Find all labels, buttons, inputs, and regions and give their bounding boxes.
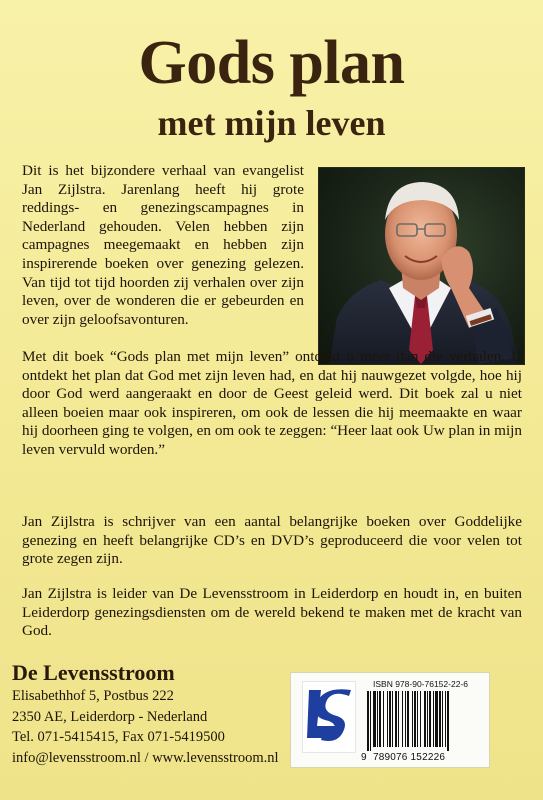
ean-digits: 789076 152226 bbox=[373, 752, 446, 763]
author-bio-paragraph: Jan Zijlstra is schrijver van een aantal belangrijke boeken over Goddelijke genezing en heeft belangrijke CD’s en DVD’s geproduceerd die voor velen tot grote zegen zijn. bbox=[22, 513, 522, 568]
publisher-address-line-1: Elisabethhof 5, Postbus 222 bbox=[12, 688, 174, 704]
barcode-bar bbox=[370, 691, 371, 751]
barcode-bar bbox=[414, 691, 416, 747]
barcode-bar bbox=[427, 691, 428, 747]
barcode-bar bbox=[383, 691, 384, 747]
barcode-bar bbox=[379, 691, 381, 747]
book-subtitle: met mijn leven bbox=[157, 103, 386, 143]
barcode-bar bbox=[377, 691, 378, 747]
barcode-bar bbox=[367, 691, 369, 751]
publisher-address-line-2: 2350 AE, Leiderdorp - Nederland bbox=[12, 708, 208, 725]
publisher-web: info@levensstroom.nl / www.levensstroom.nl bbox=[12, 749, 279, 766]
barcode-bar bbox=[424, 691, 426, 747]
barcode-bar bbox=[435, 691, 438, 747]
barcode-bar bbox=[420, 691, 421, 747]
book-title: Gods plan bbox=[138, 29, 405, 97]
barcode-bar bbox=[417, 691, 418, 747]
blurb-paragraph-1: Dit is het bijzondere verhaal van evangelist Jan Zijlstra. Jarenlang heeft hij grote reddings- en genezingscampagnes in Nederland gehouden. Velen hebben zijn campagnes meegemaakt en hebben zijn inspirerende boeken over genezing gelezen. Van tijd tot tijd hoorden zij verhalen over zijn leven, over de wonderen die er gebeurden en over zijn geloofsavonturen. bbox=[22, 162, 304, 328]
author-photo bbox=[318, 167, 525, 365]
barcode-bar bbox=[407, 691, 409, 747]
barcode-bar bbox=[373, 691, 376, 747]
barcode-bar bbox=[402, 691, 403, 747]
barcode-bar bbox=[445, 691, 446, 747]
barcode-bar bbox=[439, 691, 441, 747]
ls-logo-icon bbox=[303, 682, 355, 752]
publisher-logo bbox=[302, 681, 356, 753]
barcode-bar bbox=[398, 691, 399, 747]
barcode-bar bbox=[395, 691, 397, 747]
ean-lead-digit: 9 bbox=[361, 752, 367, 763]
publisher-info bbox=[12, 660, 292, 768]
barcode-bar bbox=[429, 691, 431, 747]
author-portrait-illustration bbox=[319, 168, 524, 364]
publisher-name: De Levensstroom bbox=[12, 660, 175, 685]
barcode-bar bbox=[442, 691, 443, 747]
barcode-bar bbox=[387, 691, 388, 747]
barcode-bar bbox=[405, 691, 406, 747]
ministry-paragraph: Jan Zijlstra is leider van De Levensstroom in Leiderdorp en houdt in, en buiten Leiderdorp genezingsdiensten om de wereld bekend te maken met de kracht van God. bbox=[22, 585, 522, 640]
barcode-bar bbox=[412, 691, 413, 747]
barcode-bar bbox=[433, 691, 434, 747]
isbn-barcode-panel bbox=[290, 672, 490, 768]
barcode-bar bbox=[389, 691, 391, 747]
isbn-number: ISBN 978-90-76152-22-6 bbox=[373, 679, 468, 689]
barcode-bar bbox=[447, 691, 449, 751]
ean-barcode bbox=[367, 691, 479, 751]
barcode-bar bbox=[392, 691, 393, 747]
publisher-phone: Tel. 071-5415415, Fax 071-5419500 bbox=[12, 729, 225, 745]
blurb-paragraph-2: Met dit boek “Gods plan met mijn leven” ontdekt u meer dan die verhalen. U ontdekt het plan dat God met zijn leven had, en dat hij nauwgezet volgde, hoe hij door God werd aangeraakt en door de Geest geleid werd. Dit boek zal u niet alleen boeien maar ook inspireren, om ook de lessen die hij meemaakte en waar hij doorheen ging te volgen, en om ook te zeggen: “Heer laat ook Uw plan in mijn leven vervuld worden.” bbox=[22, 348, 522, 458]
